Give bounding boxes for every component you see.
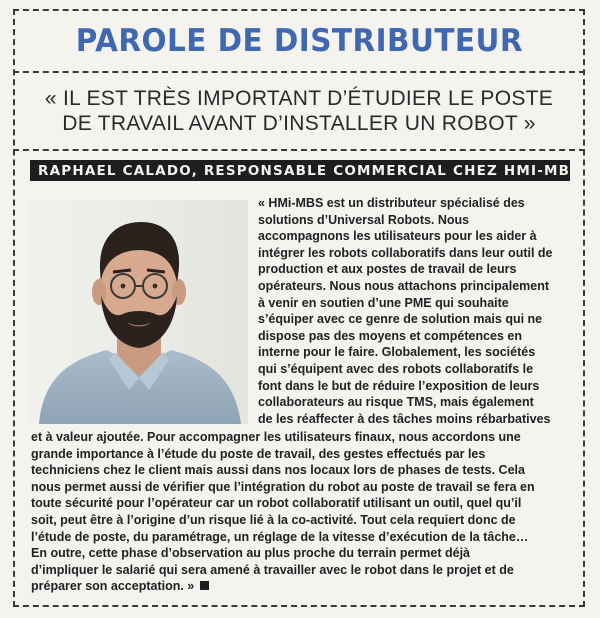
article-line: de les réaffecter à des tâches moins rébarbatives — [258, 411, 551, 426]
article-line: interne pour le faire. Globalement, les sociétés — [258, 345, 536, 360]
pull-quote — [13, 73, 585, 151]
article-line: nous permet aussi de vérifier que l’intégration du robot au poste de travail se fera en — [31, 479, 535, 494]
article-line: accompagnons les utilisateurs pour les aider à — [258, 229, 537, 244]
article-line: toute sécurité pour l’opérateur car un robot collaboratif utilisant un outil, quel qu’il — [31, 496, 522, 511]
article-line: qui s’équipent avec des robots collaboratifs le — [258, 362, 534, 376]
author-name: RAPHAEL CALADO, RESPONSABLE COMMERCIAL CHEZ HMI-MBS — [38, 162, 582, 179]
portrait-image — [29, 200, 248, 424]
article-line: grande importance à l’étude du poste de travail, des gestes effectués par les — [31, 446, 486, 461]
article-line: techniciens chez le client mais aussi dans nos locaux lors de phases de tests. Cela — [31, 463, 525, 478]
article-line-text: préparer son acceptation. » — [31, 579, 195, 594]
article-line: collaborateurs au risque TMS, mais également — [258, 395, 534, 410]
portrait-photo — [29, 200, 248, 424]
article-line: dispose pas des moyens et compétences en — [258, 328, 522, 343]
author-banner — [30, 160, 582, 181]
pull-quote-line-1: « IL EST TRÈS IMPORTANT D’ÉTUDIER LE POSTE — [44, 87, 554, 110]
end-of-article-icon — [200, 581, 209, 590]
article-line — [31, 578, 209, 595]
article-line: intégrer les robots collaboratifs dans leur outil de — [258, 245, 553, 260]
article-line: En outre, cette phase d’observation au plus proche du terrain permet déjà — [31, 546, 470, 561]
article-line: soit, peut être à l’origine d’un risque lié à la co-activité. Tout cela requiert donc de — [31, 513, 516, 527]
article-line: font dans le but de réduire l’exposition de leurs — [258, 378, 540, 393]
article-line: à venir en soutien d’une PME qui souhaite — [258, 295, 509, 310]
article-line: s’équiper avec ce genre de solution mais qui ne — [258, 312, 543, 327]
article-line: d’impliquer le salarié qui sera amené à travailler avec le robot dans le projet et de — [31, 562, 514, 577]
pull-quote-line-2: DE TRAVAIL AVANT D’INSTALLER UN ROBOT » — [62, 112, 536, 135]
title-section — [13, 9, 585, 73]
article-line: solutions d’Universal Robots. Nous — [258, 212, 470, 227]
article-line: « HMi-MBS est un distributeur spécialisé des — [258, 196, 525, 210]
article-line: opérateurs. Nous nous attachons principalement — [258, 279, 550, 293]
article-line: et à valeur ajoutée. Pour accompagner les utilisateurs finaux, nous accordons une — [31, 430, 521, 444]
page-title: PAROLE DE DISTRIBUTEUR — [75, 23, 523, 59]
article-line: production et aux postes de travail de leurs — [258, 262, 517, 277]
article-line: l’étude de poste, du paramétrage, un réglage de la vitesse d’exécution de la tâche… — [31, 529, 529, 544]
